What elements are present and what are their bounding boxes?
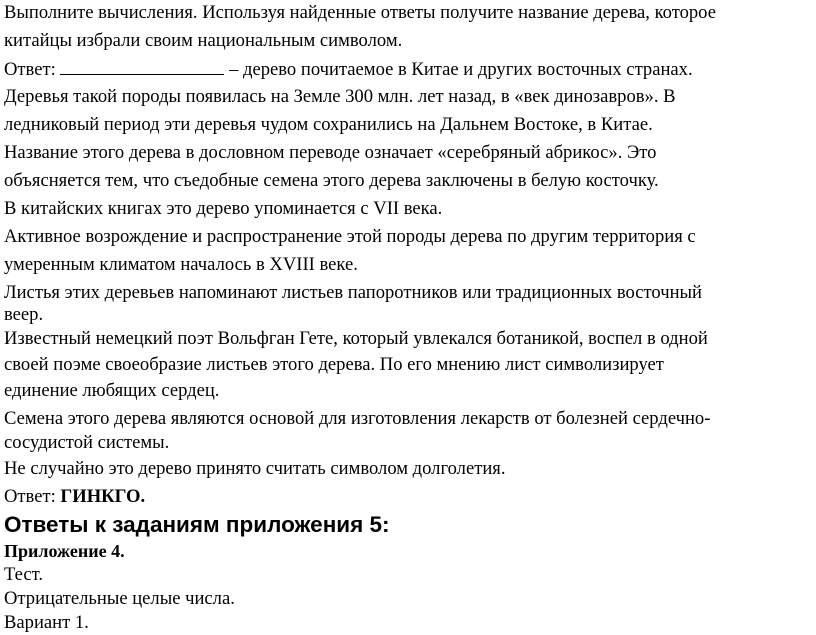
final-answer-value: ГИНКГО. xyxy=(60,486,146,507)
topic-title: Отрицательные целые числа. xyxy=(4,588,235,609)
text-line: Деревья такой породы появилась на Земле 300 млн. лет назад, в «век динозавров». В xyxy=(4,86,676,107)
test-label: Тест. xyxy=(4,564,43,585)
text-line: Не случайно это дерево принято считать символом долголетия. xyxy=(4,458,506,479)
final-answer-line xyxy=(4,486,145,508)
final-answer-label: Ответ: xyxy=(4,486,61,507)
text-line: сосудистой системы. xyxy=(4,432,170,453)
answer-description: – дерево почитаемое в Китае и других восточных странах. xyxy=(224,59,693,80)
answer-label: Ответ: xyxy=(4,59,61,80)
text-line: Активное возрождение и распространение этой породы дерева по другим территория с xyxy=(4,226,696,247)
text-line: ледниковый период эти деревья чудом сохранились на Дальнем Востоке, в Китае. xyxy=(4,114,653,135)
text-line: Выполните вычисления. Используя найденные ответы получите название дерева, которое xyxy=(4,2,716,23)
text-line: Название этого дерева в дословном переводе означает «серебряный абрикос». Это xyxy=(4,142,657,163)
text-line: В китайских книгах это дерево упоминается с VII века. xyxy=(4,198,443,219)
text-line: Листья этих деревьев напоминают листьев папоротников или традиционных восточный xyxy=(4,282,702,303)
appendix-title: Приложение 4. xyxy=(4,541,125,561)
section-heading: Ответы к заданиям приложения 5: xyxy=(4,512,390,537)
answer-blank xyxy=(60,58,224,75)
text-line: Известный немецкий поэт Вольфган Гете, который увлекался ботаникой, воспел в одной xyxy=(4,328,708,349)
text-line: единение любящих сердец. xyxy=(4,380,220,401)
variant-label: Вариант 1. xyxy=(4,612,89,633)
text-line: веер. xyxy=(4,304,44,325)
text-line: Семена этого дерева являются основой для изготовления лекарств от болезней сердечно- xyxy=(4,408,711,429)
text-line: китайцы избрали своим национальным символом. xyxy=(4,30,403,51)
answer-blank-line xyxy=(4,58,693,81)
text-line: своей поэме своеобразие листьев этого дерева. По его мнению лист символизирует xyxy=(4,354,664,375)
text-line: объясняется тем, что съедобные семена этого дерева заключены в белую косточку. xyxy=(4,170,659,191)
text-line: умеренным климатом началось в XVIII веке. xyxy=(4,254,358,275)
